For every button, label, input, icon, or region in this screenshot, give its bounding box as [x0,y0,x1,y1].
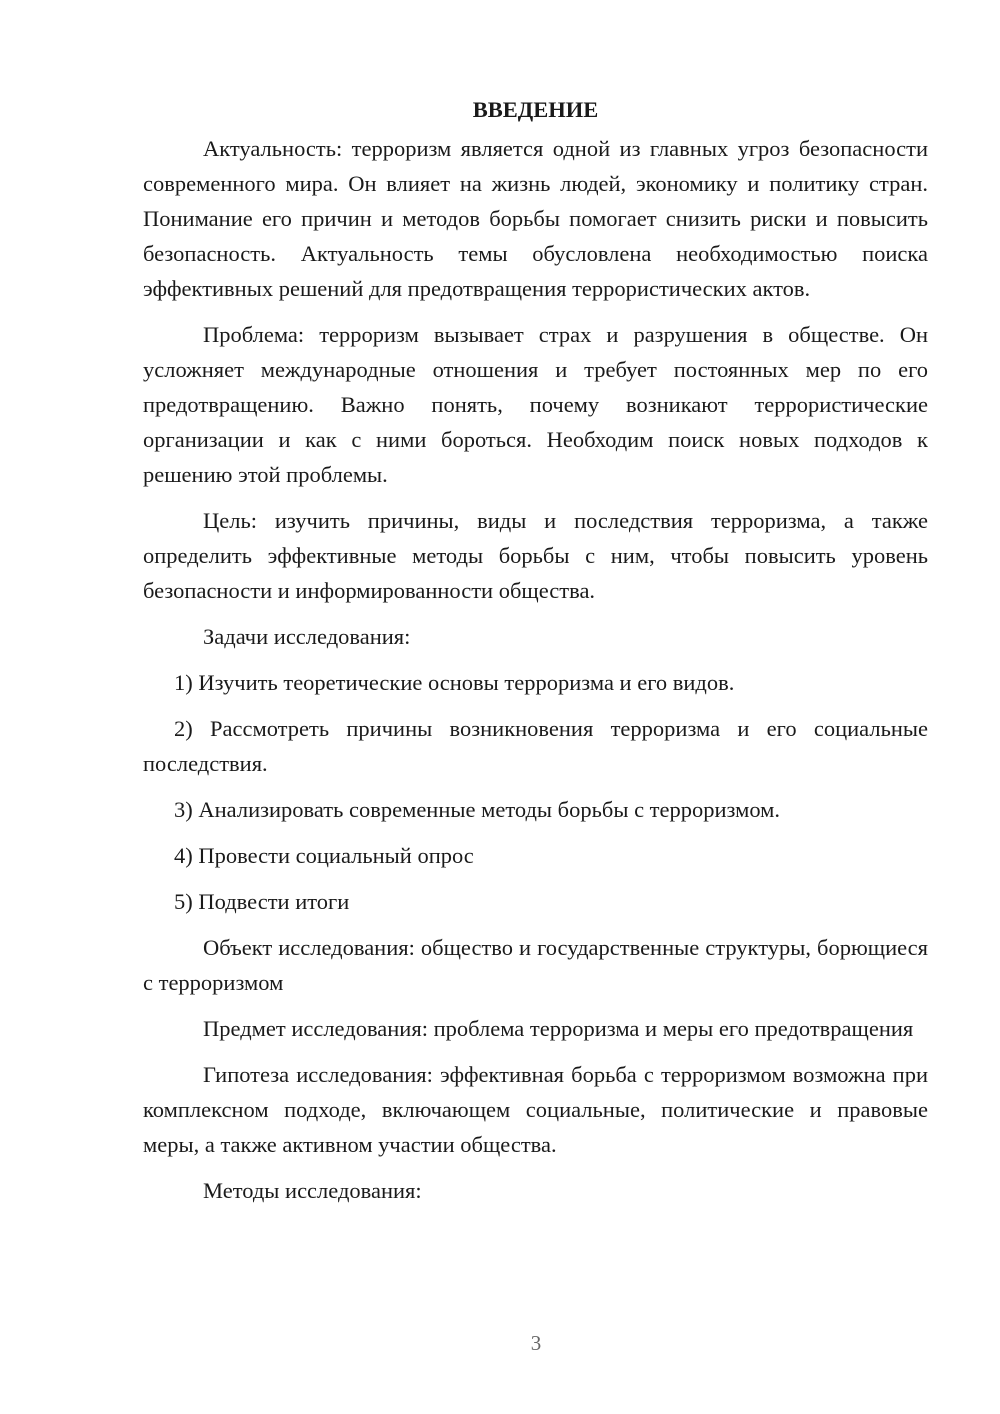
paragraph-methods: Методы исследования: [203,1178,422,1203]
task-item-5: 5) Подвести итоги [174,889,350,914]
section-title: ВВЕДЕНИЕ [472,97,599,122]
task-item-2: 2) Рассмотреть причины возникновения терроризма и его социальные последствия. [143,716,928,776]
paragraph-subject: Предмет исследования: проблема терроризма и меры его предотвращения [203,1016,914,1041]
paragraph-hypothesis: Гипотеза исследования: эффективная борьба с терроризмом возможна при комплексном подходе, включающем социальные, политические и правовые меры, а также активном участии общества. [143,1062,928,1157]
paragraph-object: Объект исследования: общество и государственные структуры, борющиеся с терроризмом [143,935,928,995]
paragraph-relevance: Актуальность: терроризм является одной из главных угроз безопасности современного мира. Он влияет на жизнь людей, экономику и политику стран. Понимание его причин и методов борьбы помогает снизить риски и повысить безопасность. Актуальность темы обусловлена необходимостью поиска эффективных решений для предотвращения террористических актов. [143,136,928,301]
task-item-3: 3) Анализировать современные методы борьбы с терроризмом. [174,797,781,822]
task-item-1: 1) Изучить теоретические основы терроризма и его видов. [174,670,735,695]
page-content [143,92,928,1219]
page-number: 3 [530,1331,542,1355]
paragraph-tasks-heading: Задачи исследования: [203,624,411,649]
paragraph-problem: Проблема: терроризм вызывает страх и разрушения в обществе. Он усложняет международные отношения и требует постоянных мер по его предотвращению. Важно понять, почему возникают террористические организации и как с ними бороться. Необходим поиск новых подходов к решению этой проблемы. [143,322,928,487]
task-item-4: 4) Провести социальный опрос [174,843,474,868]
paragraph-goal: Цель: изучить причины, виды и последствия терроризма, а также определить эффективные методы борьбы с ним, чтобы повысить уровень безопасности и информированности общества. [143,508,928,603]
